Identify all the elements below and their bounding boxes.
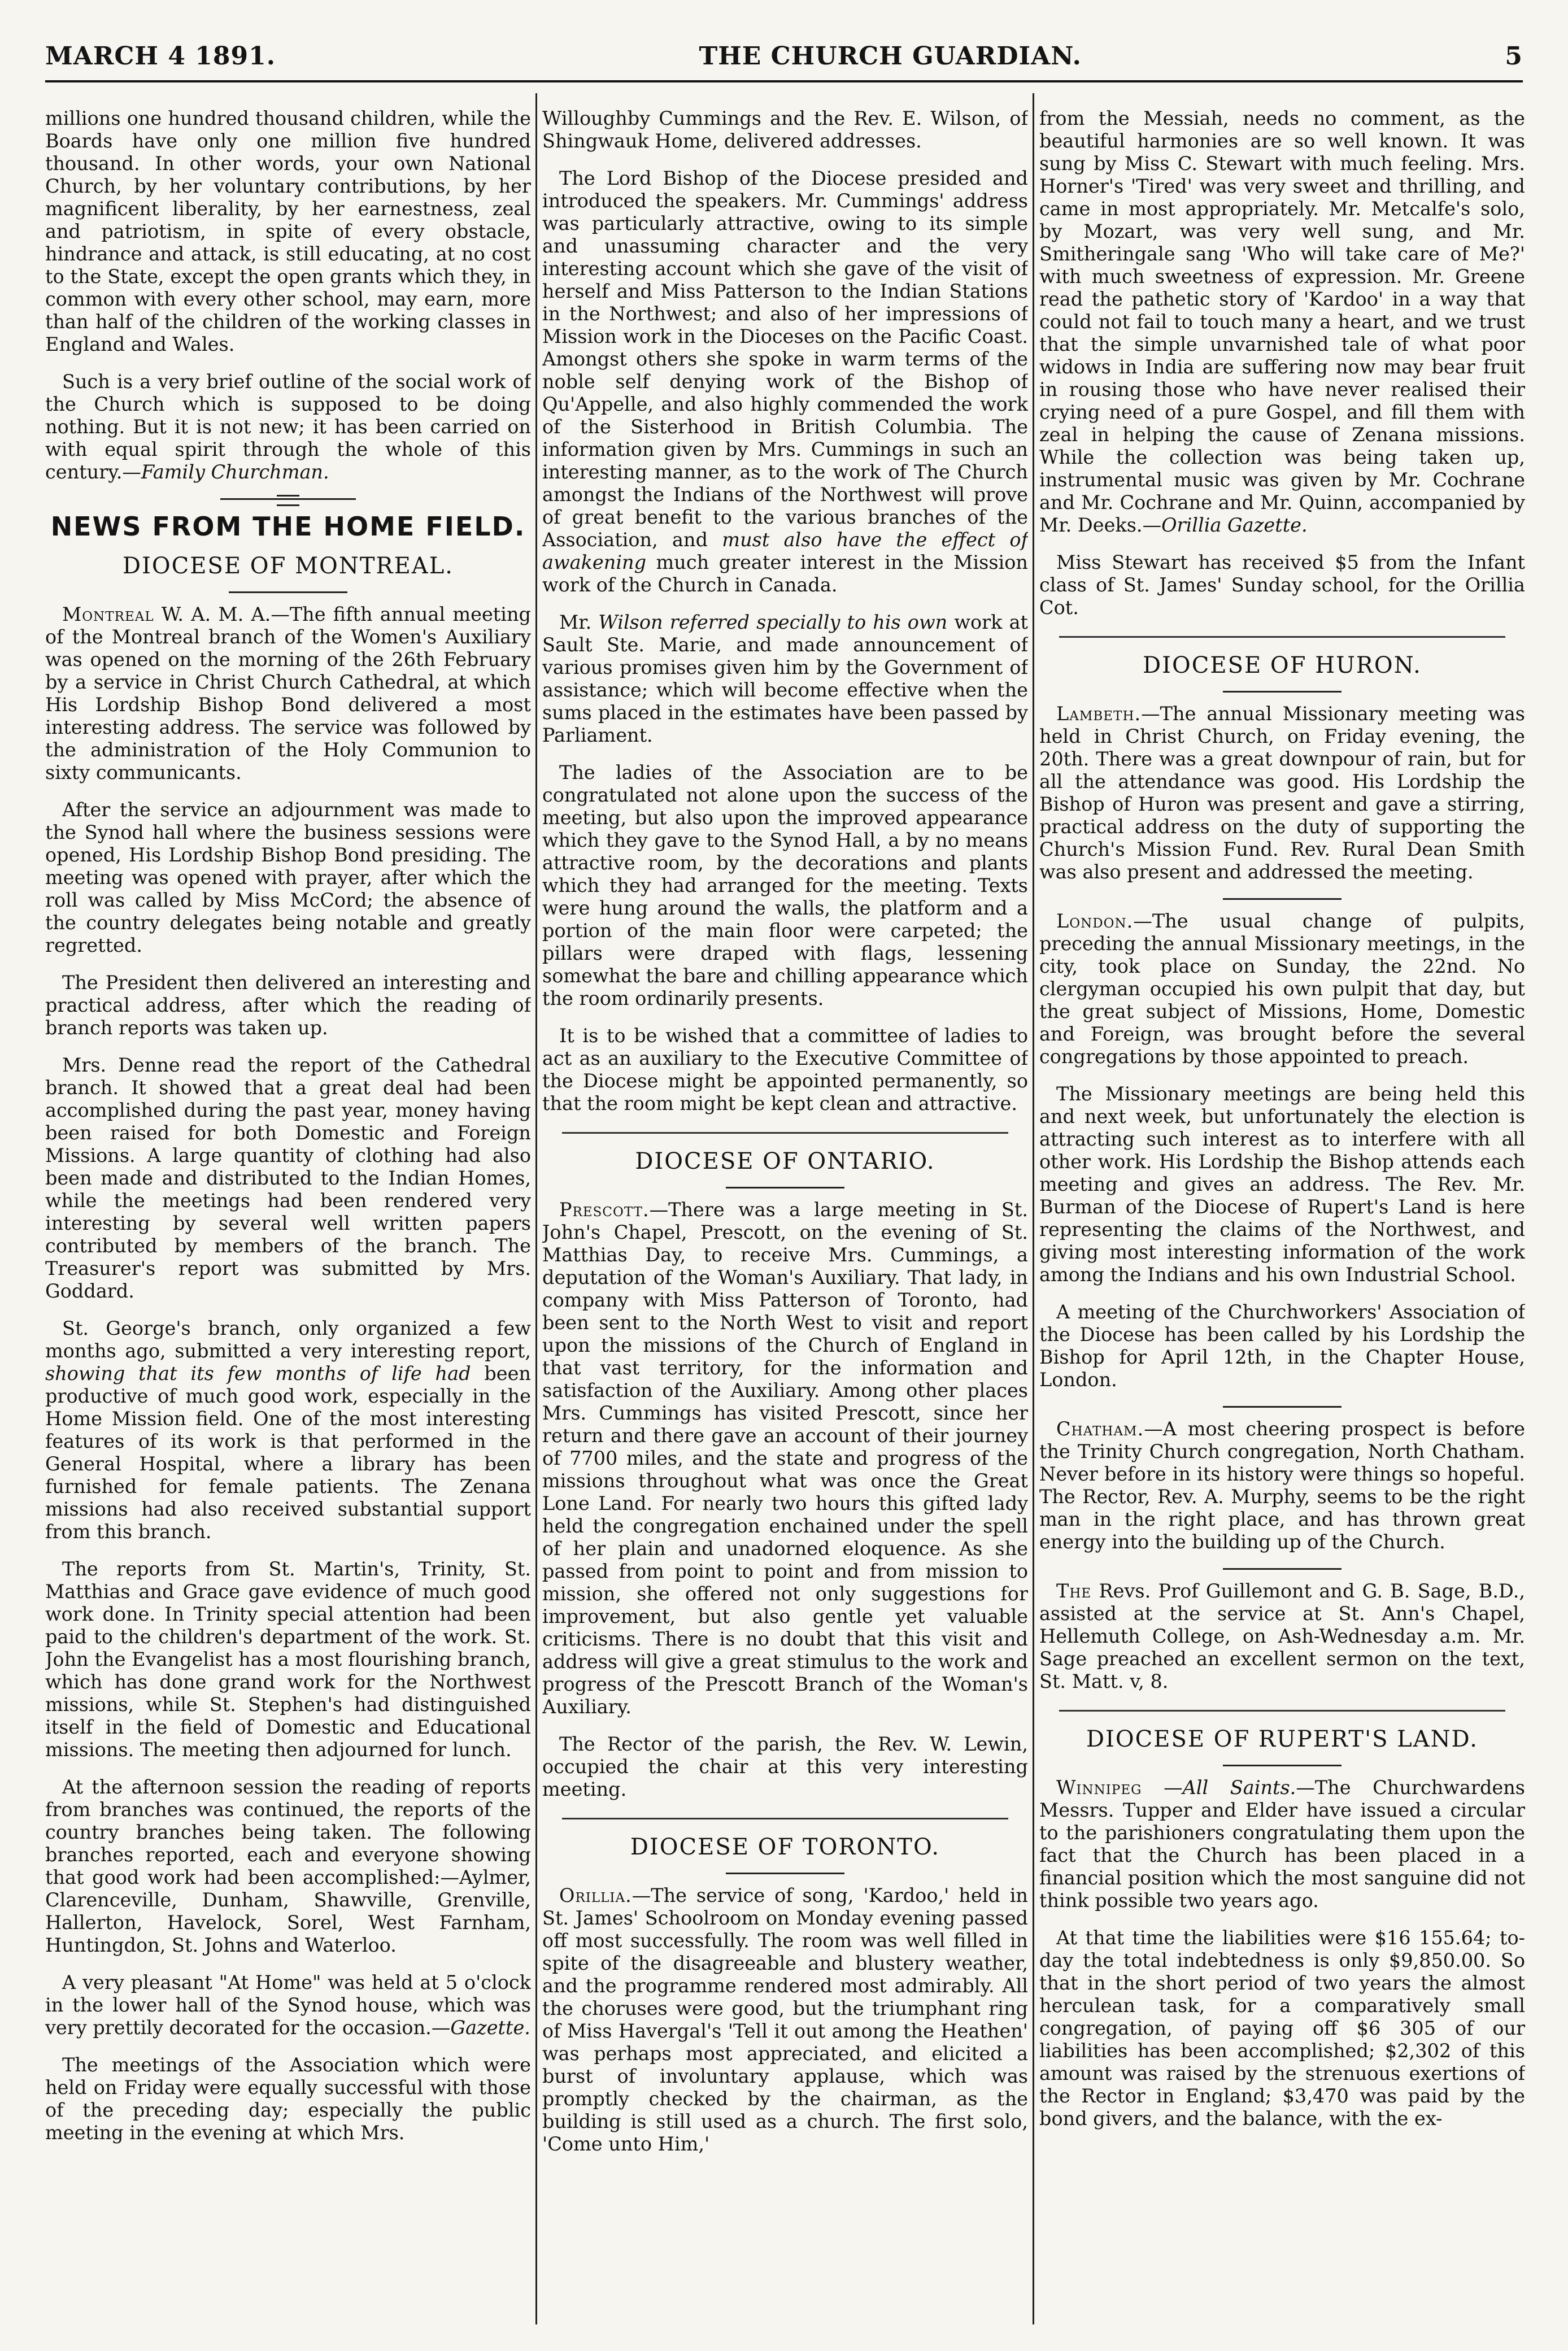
short-rule xyxy=(726,1187,844,1188)
short-rule xyxy=(1223,1406,1341,1408)
diocese-heading: DIOCESE OF TORONTO. xyxy=(630,1834,940,1860)
short-rule xyxy=(229,591,347,593)
paragraph: Orillia.—The service of song, 'Kardoo,' held in St. James' Schoolroom on Monday evening passed off most successfully. The room was well filled in spite of the disagreeable and blustery weather, and the programme rendered most admirably. All the choruses were good, but the triumphant ring of Miss Havergal's 'Tell it out among the Heathen' was perhaps most appreciated, and elicited a burst of involuntary applause, which was promptly checked by the chairman, as the building is still used as a church. The first solo, 'Come unto Him,' xyxy=(542,1884,1028,2155)
paragraph: The Lord Bishop of the Diocese presided and introduced the speakers. Mr. Cummings' address was particularly attractive, owing to its simple and unassuming character and the very interesting account which she gave of the visit of herself and Miss Patterson to the Indian Stations in the Northwest; and also of her impressions of Mission work in the Dioceses on the Pacific Coast. Amongst others she spoke in warm terms of the noble self denying work of the Bishop of Qu'Appelle, and also highly commended the work of the Sisterhood in British Columbia. The information given by Mrs. Cummings in such an interesting manner, as to the work of The Church amongst the Indians of the Northwest will prove of great benefit to the various branches of the Association, and must also have the effect of awakening much greater interest in the Mission work of the Church in Canada. xyxy=(542,167,1028,596)
paragraph: Willoughby Cummings and the Rev. E. Wilson, of Shingwauk Home, delivered addresses. xyxy=(542,107,1028,152)
short-rule xyxy=(726,1873,844,1874)
section-rule xyxy=(1059,1710,1505,1712)
ornamental-rule xyxy=(220,498,356,500)
section-rule xyxy=(1059,636,1505,638)
header-masthead: THE CHURCH GUARDIAN. xyxy=(699,42,1082,71)
header-date: MARCH 4 1891. xyxy=(45,42,276,71)
short-rule xyxy=(1223,691,1341,693)
paragraph: The Missionary meetings are being held this and next week, but unfortunately the election is attracting such interest as to interfere with all other work. His Lordship the Bishop attends each meeting and gives an address. The Rev. Mr. Burman of the Diocese of Rupert's Land is here representing the claims of the Northwest, and giving most interesting information of the work among the Indians and his own Industrial School. xyxy=(1039,1083,1525,1286)
header-rule xyxy=(45,80,1523,82)
paragraph: millions one hundred thousand children, while the Boards have only one million five hundred thousand. In other words, your own National Church, by her voluntary contributions, by her magnificent liberality, by her earnestness, zeal and patriotism, in spite of every obstacle, hindrance and attack, is still educating, at no cost to the State, except the open grants which they, in common with every other school, may earn, more than half of the children of the working classes in England and Wales. xyxy=(45,107,531,355)
diocese-heading: DIOCESE OF RUPERT'S LAND. xyxy=(1086,1726,1478,1752)
paragraph: At that time the liabilities were $16 155.64; to-day the total indebtedness is only $9,850.00. So that in the short period of two years the almost herculean task, for a comparatively small congregation, of paying off $6 305 of our liabilities has been accomplished; $2,302 of this amount was raised by the strenuous exertions of the Rector in England; $3,470 was paid by the bond givers, and the balance, with the ex- xyxy=(1039,1927,1525,2130)
paragraph: Montreal W. A. M. A.—The fifth annual meeting of the Montreal branch of the Women's Auxiliary was opened on the morning of the 26th February by a service in Christ Church Cathedral, at which His Lordship Bishop Bond delivered a most interesting address. The service was followed by the administration of the Holy Communion to sixty communicants. xyxy=(45,603,531,783)
paragraph: Mr. Wilson referred specially to his own work at Sault Ste. Marie, and made announcement of various promises given him by the Government of assistance; which will become effective when the sums placed in the estimates have been passed by Parliament. xyxy=(542,611,1028,746)
column-1 xyxy=(45,107,531,2322)
short-rule xyxy=(1223,1765,1341,1766)
column-3 xyxy=(1039,107,1525,2322)
paragraph: Lambeth.—The annual Missionary meeting was held in Christ Church, on Friday evening, the 20th. There was a great downpour of rain, but for all the attendance was good. His Lordship the Bishop of Huron was present and gave a stirring, practical address on the duty of supporting the Church's Mission Fund. Rev. Rural Dean Smith was also present and addressed the meeting. xyxy=(1039,703,1525,883)
section-title: NEWS FROM THE HOME FIELD. xyxy=(50,511,526,542)
diocese-heading: DIOCESE OF HURON. xyxy=(1143,652,1422,678)
paragraph: Chatham.—A most cheering prospect is before the Trinity Church congregation, North Chatham. Never before in its history were things so hopeful. The Rector, Rev. A. Murphy, seems to be the right man in the right place, and has thrown great energy into the building up of the Church. xyxy=(1039,1418,1525,1553)
paragraph: Winnipeg —All Saints.—The Churchwardens Messrs. Tupper and Elder have issued a circular to the parishioners congratulating them upon the fact that the Church has been placed in a financial position which the most sanguine did not think possible two years ago. xyxy=(1039,1777,1525,1912)
paragraph: The President then delivered an interesting and practical address, after which the reading of branch reports was taken up. xyxy=(45,972,531,1039)
section-rule xyxy=(562,1818,1008,1819)
paragraph: A very pleasant "At Home" was held at 5 o'clock in the lower hall of the Synod house, which was very prettily decorated for the occasion.—Gazette. xyxy=(45,1971,531,2039)
paragraph: Miss Stewart has received $5 from the Infant class of St. James' Sunday school, for the Orillia Cot. xyxy=(1039,551,1525,619)
paragraph: from the Messiah, needs no comment, as the beautiful harmonies are so well known. It was sung by Miss C. Stewart with much feeling. Mrs. Horner's 'Tired' was very sweet and thrilling, and came in most appropriately. Mr. Metcalfe's solo, by Mozart, was very well sung, and Mr. Smitheringale sang 'Who will take care of Me?' with much sweetness of expression. Mr. Greene read the pathetic story of 'Kardoo' in a way that could not fail to touch many a heart, and we trust that the simple unvarnished tale of what poor widows in India are suffering now may bear fruit in rousing those who have never realised their crying need of a pure Gospel, and fill them with zeal in helping the cause of Zenana missions. While the collection was being taken up, instrumental music was given by Mr. Cochrane and Mr. Cochrane and Mr. Quinn, accompanied by Mr. Deeks.—Orillia Gazette. xyxy=(1039,107,1525,536)
short-rule xyxy=(1223,1568,1341,1570)
paragraph: London.—The usual change of pulpits, preceding the annual Missionary meetings, in the city, took place on Sunday, the 22nd. No clergyman occupied his own pulpit that day, but the great subject of Missions, Home, Domestic and Foreign, was brought before the several congregations by those appointed to preach. xyxy=(1039,910,1525,1068)
paragraph: The ladies of the Association are to be congratulated not alone upon the success of the meeting, but also upon the improved appearance which they gave to the Synod Hall, a by no means attractive room, by the decorations and plants which they had arranged for the meeting. Texts were hung around the walls, the platform and a portion of the main floor were carpeted; the pillars were draped with flags, lessening somewhat the bare and chilling appearance which the room ordinarily presents. xyxy=(542,761,1028,1009)
paragraph: The Rector of the parish, the Rev. W. Lewin, occupied the chair at this very interesting meeting. xyxy=(542,1733,1028,1800)
short-rule xyxy=(1223,898,1341,900)
paragraph: The reports from St. Martin's, Trinity, St. Matthias and Grace gave evidence of much good work done. In Trinity special attention had been paid to the children's department of the work. St. John the Evangelist has a most flourishing branch, which has done grand work for the Northwest missions, while St. Stephen's had distinguished itself in the field of Domestic and Educational missions. The meeting then adjourned for lunch. xyxy=(45,1558,531,1761)
diocese-heading: DIOCESE OF ONTARIO. xyxy=(635,1148,935,1174)
column-2 xyxy=(542,107,1028,2322)
paragraph: After the service an adjournment was made to the Synod hall where the business sessions were opened, His Lordship Bishop Bond presiding. The meeting was opened with prayer, after which the roll was called by Miss McCord; the absence of the country delegates being notable and greatly regretted. xyxy=(45,799,531,956)
paragraph: The Revs. Prof Guillemont and G. B. Sage, B.D., assisted at the service at St. Ann's Chapel, Hellemuth College, on Ash-Wednesday a.m. Mr. Sage preached an excellent sermon on the text, St. Matt. v, 8. xyxy=(1039,1580,1525,1692)
column-rule-1 xyxy=(535,93,537,2324)
paragraph: Mrs. Denne read the report of the Cathedral branch. It showed that a great deal had been accomplished during the past year, money having been raised for both Domestic and Foreign Missions. A large quantity of clothing had also been made and distributed to the Indian Homes, while the meetings had been rendered very interesting by several well written papers contributed by members of the branch. The Treasurer's report was submitted by Mrs. Goddard. xyxy=(45,1054,531,1302)
paragraph: A meeting of the Churchworkers' Association of the Diocese has been called by his Lordship the Bishop for April 12th, in the Chapter House, London. xyxy=(1039,1301,1525,1391)
paragraph: The meetings of the Association which were held on Friday were equally successful with those of the preceding day; especially the public meeting in the evening at which Mrs. xyxy=(45,2054,531,2144)
column-rule-2 xyxy=(1033,93,1034,2324)
diocese-heading: DIOCESE OF MONTREAL. xyxy=(123,553,454,579)
paragraph: St. George's branch, only organized a few months ago, submitted a very interesting report, showing that its few months of life had been productive of much good work, especially in the Home Mission field. One of the most interesting features of its work is that performed in the General Hospital, where a library has been furnished for female patients. The Zenana missions had also received substantial support from this branch. xyxy=(45,1317,531,1543)
section-rule xyxy=(562,1132,1008,1134)
header-page-number: 5 xyxy=(1505,42,1523,71)
paragraph: It is to be wished that a committee of ladies to act as an auxiliary to the Executive Committee of the Diocese might be appointed permanently, so that the room might be kept clean and attractive. xyxy=(542,1025,1028,1114)
paragraph: Such is a very brief outline of the social work of the Church which is supposed to be doing nothing. But it is not new; it has been carried on with equal spirit through the whole of this century.—Family Churchman. xyxy=(45,371,531,483)
paragraph: At the afternoon session the reading of reports from branches was continued, the reports of the country branches being taken. The following branches reported, each and everyone showing that good work had been accomplished:—Aylmer, Clarenceville, Dunham, Shawville, Grenville, Hallerton, Havelock, Sorel, West Farnham, Huntingdon, St. Johns and Waterloo. xyxy=(45,1776,531,1956)
paragraph: Prescott.—There was a large meeting in St. John's Chapel, Prescott, on the evening of St. Matthias Day, to receive Mrs. Cummings, a deputation of the Woman's Auxiliary. That lady, in company with Miss Patterson of Toronto, had been sent to the North West to visit and report upon the missions of the Church of England in that vast territory, for the information and satisfaction of the Auxiliary. Among other places Mrs. Cummings has visited Prescott, since her return and there gave an account of their journey of 7700 miles, and the state and progress of the missions throughout what was once the Great Lone Land. For nearly two hours this gifted lady held the congregation enchained under the spell of her plain and unadorned eloquence. As she passed from point to point and from mission to mission, she offered not only suggestions for improvement, but also gentle yet valuable criticisms. There is no doubt that this visit and address will give a great stimulus to the work and progress of the Prescott Branch of the Woman's Auxiliary. xyxy=(542,1199,1028,1718)
page-header xyxy=(45,31,1523,71)
